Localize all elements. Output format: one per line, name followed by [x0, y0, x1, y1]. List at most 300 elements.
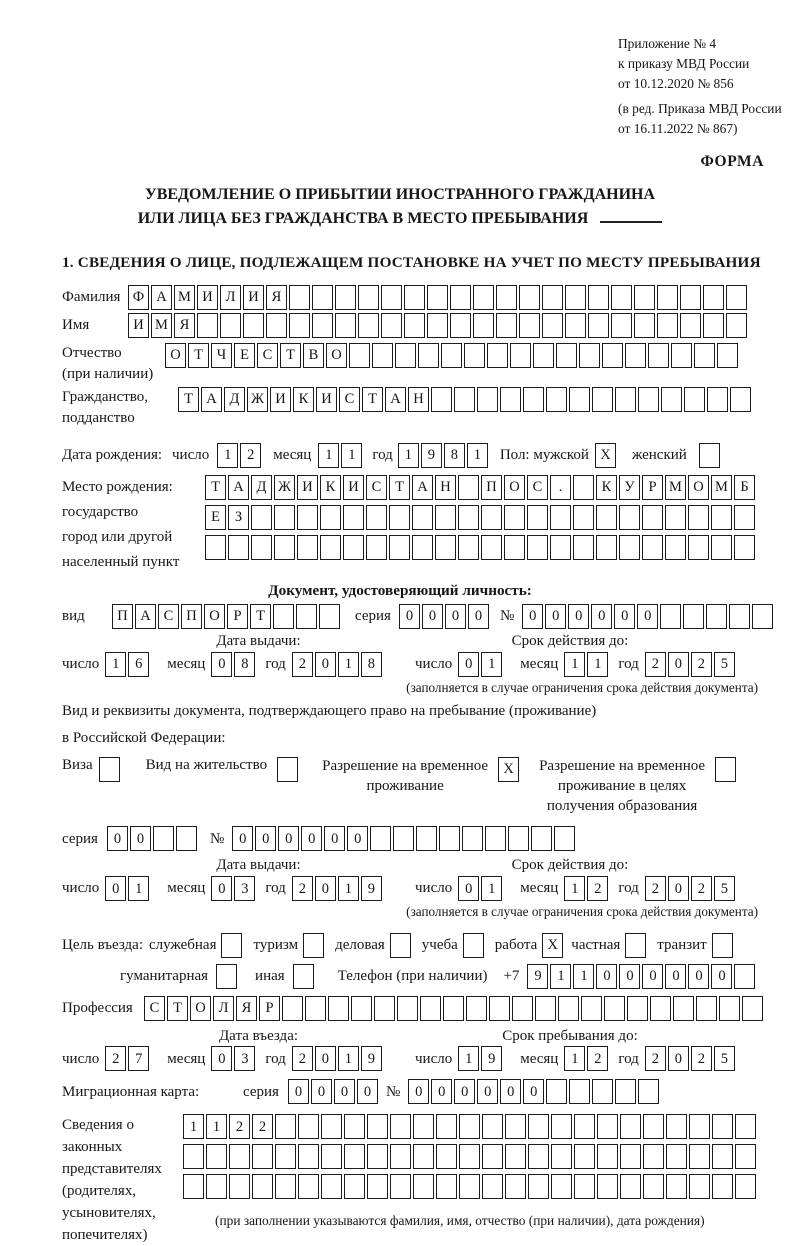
surname-cell[interactable]: М — [174, 285, 195, 310]
representatives-cell[interactable] — [275, 1144, 296, 1169]
stay-valid-year-cell[interactable]: 5 — [714, 876, 735, 901]
patronymic-cell[interactable] — [602, 343, 623, 368]
birth-place-cell[interactable] — [251, 535, 272, 560]
doc-type-cell[interactable] — [319, 604, 340, 629]
representatives-cell[interactable] — [367, 1174, 388, 1199]
birth-place-cell[interactable] — [481, 505, 502, 530]
birth-place-cell[interactable] — [389, 505, 410, 530]
entry-month-cell[interactable]: 3 — [234, 1046, 255, 1071]
phone-cell[interactable] — [734, 964, 755, 989]
patronymic-cell[interactable] — [395, 343, 416, 368]
representatives-cell[interactable] — [689, 1144, 710, 1169]
citizenship-cell[interactable]: Д — [224, 387, 245, 412]
phone-cell[interactable]: 0 — [688, 964, 709, 989]
birth-place-cell[interactable] — [711, 505, 732, 530]
patronymic-cell[interactable] — [349, 343, 370, 368]
surname-cell[interactable] — [634, 285, 655, 310]
valid-year-cell[interactable]: 5 — [714, 652, 735, 677]
birth-place-cell[interactable]: Е — [205, 505, 226, 530]
stay-valid-month-cell[interactable]: 1 — [564, 876, 585, 901]
birth-place-cell[interactable]: Д — [251, 475, 272, 500]
birth-place-cell[interactable]: П — [481, 475, 502, 500]
issue-day-cell[interactable]: 6 — [128, 652, 149, 677]
stay-number-cell[interactable] — [439, 826, 460, 851]
entry-day-cell[interactable]: 7 — [128, 1046, 149, 1071]
citizenship-cell[interactable] — [477, 387, 498, 412]
entry-month-cell[interactable]: 0 — [211, 1046, 232, 1071]
purpose-transit-cell[interactable] — [712, 933, 733, 958]
profession-cell[interactable]: Я — [236, 996, 257, 1021]
citizenship-cell[interactable]: А — [385, 387, 406, 412]
citizenship-cell[interactable] — [661, 387, 682, 412]
birth-place-cell[interactable] — [389, 535, 410, 560]
birth-place-cell[interactable] — [435, 535, 456, 560]
stay-issue-year-cell[interactable]: 2 — [292, 876, 313, 901]
surname-cell[interactable] — [312, 285, 333, 310]
patronymic-cell[interactable] — [464, 343, 485, 368]
issue-year-cell[interactable]: 2 — [292, 652, 313, 677]
patronymic-cell[interactable] — [372, 343, 393, 368]
stay-number-cell[interactable]: 0 — [232, 826, 253, 851]
representatives-cell[interactable] — [712, 1114, 733, 1139]
patronymic-cell[interactable]: В — [303, 343, 324, 368]
birth-place-cell[interactable]: Т — [205, 475, 226, 500]
stay-issue-year-cell[interactable]: 1 — [338, 876, 359, 901]
citizenship-cell[interactable] — [730, 387, 751, 412]
given-name-cell[interactable] — [404, 313, 425, 338]
representatives-cell[interactable] — [551, 1114, 572, 1139]
citizenship-cell[interactable] — [615, 387, 636, 412]
profession-cell[interactable] — [420, 996, 441, 1021]
temp-permit-cell[interactable]: X — [498, 757, 519, 782]
stay-number-cell[interactable]: 0 — [255, 826, 276, 851]
birth-place-cell[interactable]: М — [711, 475, 732, 500]
birth-day-cell[interactable]: 2 — [240, 443, 261, 468]
birth-place-cell[interactable] — [642, 505, 663, 530]
given-name-cell[interactable] — [496, 313, 517, 338]
purpose-other-cell[interactable] — [293, 964, 314, 989]
birth-place-cell[interactable]: Б — [734, 475, 755, 500]
citizenship-cell[interactable]: Ж — [247, 387, 268, 412]
birth-place-cell[interactable] — [573, 535, 594, 560]
stay-number-cell[interactable]: 0 — [278, 826, 299, 851]
birth-place-cell[interactable] — [619, 505, 640, 530]
birth-place-cell[interactable]: Т — [389, 475, 410, 500]
migration-seriya-cell[interactable]: 0 — [334, 1079, 355, 1104]
birth-day-cell[interactable]: 1 — [217, 443, 238, 468]
representatives-cell[interactable] — [735, 1174, 756, 1199]
representatives-cell[interactable] — [620, 1114, 641, 1139]
birth-place-cell[interactable] — [527, 535, 548, 560]
profession-cell[interactable] — [282, 996, 303, 1021]
profession-cell[interactable] — [374, 996, 395, 1021]
birth-year-cell[interactable]: 1 — [398, 443, 419, 468]
birth-place-cell[interactable] — [320, 505, 341, 530]
surname-cell[interactable]: Я — [266, 285, 287, 310]
migration-number-cell[interactable]: 0 — [500, 1079, 521, 1104]
representatives-cell[interactable] — [574, 1144, 595, 1169]
given-name-cell[interactable] — [519, 313, 540, 338]
stay-issue-year-cell[interactable]: 9 — [361, 876, 382, 901]
birth-place-cell[interactable] — [274, 535, 295, 560]
birth-place-cell[interactable] — [297, 535, 318, 560]
citizenship-cell[interactable] — [431, 387, 452, 412]
citizenship-cell[interactable]: Т — [178, 387, 199, 412]
surname-cell[interactable]: Л — [220, 285, 241, 310]
birth-place-cell[interactable]: У — [619, 475, 640, 500]
phone-cell[interactable]: 0 — [596, 964, 617, 989]
doc-seriya-cell[interactable]: 0 — [445, 604, 466, 629]
entry-year-cell[interactable]: 0 — [315, 1046, 336, 1071]
birth-year-cell[interactable]: 8 — [444, 443, 465, 468]
representatives-cell[interactable] — [689, 1174, 710, 1199]
birth-place-cell[interactable] — [711, 535, 732, 560]
birth-place-cell[interactable]: С — [366, 475, 387, 500]
birth-place-cell[interactable]: З — [228, 505, 249, 530]
migration-number-cell[interactable] — [638, 1079, 659, 1104]
profession-cell[interactable] — [742, 996, 763, 1021]
stay-number-cell[interactable] — [531, 826, 552, 851]
representatives-cell[interactable] — [229, 1144, 250, 1169]
given-name-cell[interactable] — [197, 313, 218, 338]
valid-month-cell[interactable]: 1 — [587, 652, 608, 677]
representatives-cell[interactable]: 2 — [229, 1114, 250, 1139]
representatives-cell[interactable] — [413, 1114, 434, 1139]
citizenship-cell[interactable] — [569, 387, 590, 412]
profession-cell[interactable]: Р — [259, 996, 280, 1021]
birth-place-cell[interactable] — [573, 505, 594, 530]
birth-place-cell[interactable] — [458, 505, 479, 530]
doc-type-cell[interactable] — [273, 604, 294, 629]
profession-cell[interactable]: Л — [213, 996, 234, 1021]
patronymic-cell[interactable]: О — [326, 343, 347, 368]
profession-cell[interactable]: О — [190, 996, 211, 1021]
citizenship-cell[interactable]: К — [293, 387, 314, 412]
migration-number-cell[interactable]: 0 — [408, 1079, 429, 1104]
doc-number-cell[interactable]: 0 — [614, 604, 635, 629]
phone-cell[interactable]: 0 — [642, 964, 663, 989]
birth-place-cell[interactable] — [573, 475, 594, 500]
until-month-cell[interactable]: 2 — [587, 1046, 608, 1071]
until-year-cell[interactable]: 2 — [645, 1046, 666, 1071]
doc-number-cell[interactable] — [729, 604, 750, 629]
birth-place-cell[interactable] — [734, 505, 755, 530]
representatives-cell[interactable] — [206, 1144, 227, 1169]
surname-cell[interactable]: И — [197, 285, 218, 310]
given-name-cell[interactable] — [703, 313, 724, 338]
patronymic-cell[interactable] — [441, 343, 462, 368]
until-year-cell[interactable]: 5 — [714, 1046, 735, 1071]
representatives-cell[interactable] — [505, 1174, 526, 1199]
representatives-cell[interactable] — [436, 1144, 457, 1169]
stay-issue-year-cell[interactable]: 0 — [315, 876, 336, 901]
purpose-commercial-cell[interactable] — [390, 933, 411, 958]
entry-year-cell[interactable]: 9 — [361, 1046, 382, 1071]
given-name-cell[interactable] — [588, 313, 609, 338]
representatives-cell[interactable] — [344, 1144, 365, 1169]
representatives-cell[interactable] — [712, 1144, 733, 1169]
stay-number-cell[interactable] — [393, 826, 414, 851]
representatives-cell[interactable] — [735, 1114, 756, 1139]
stay-number-cell[interactable]: 0 — [347, 826, 368, 851]
surname-cell[interactable] — [358, 285, 379, 310]
given-name-cell[interactable] — [565, 313, 586, 338]
migration-number-cell[interactable] — [569, 1079, 590, 1104]
birth-place-cell[interactable] — [688, 505, 709, 530]
representatives-cell[interactable] — [712, 1174, 733, 1199]
birth-place-cell[interactable]: К — [320, 475, 341, 500]
birth-month-cell[interactable]: 1 — [341, 443, 362, 468]
stay-number-cell[interactable] — [554, 826, 575, 851]
doc-number-cell[interactable]: 0 — [568, 604, 589, 629]
doc-type-cell[interactable]: А — [135, 604, 156, 629]
residence-permit-cell[interactable] — [277, 757, 298, 782]
representatives-cell[interactable] — [482, 1144, 503, 1169]
birth-place-cell[interactable] — [481, 535, 502, 560]
birth-place-cell[interactable] — [688, 535, 709, 560]
representatives-cell[interactable] — [505, 1114, 526, 1139]
birth-place-cell[interactable] — [320, 535, 341, 560]
stay-valid-day-cell[interactable]: 1 — [481, 876, 502, 901]
patronymic-cell[interactable] — [510, 343, 531, 368]
representatives-cell[interactable] — [275, 1114, 296, 1139]
doc-type-cell[interactable]: О — [204, 604, 225, 629]
birth-place-cell[interactable] — [665, 505, 686, 530]
citizenship-cell[interactable]: И — [316, 387, 337, 412]
profession-cell[interactable] — [604, 996, 625, 1021]
stay-issue-month-cell[interactable]: 3 — [234, 876, 255, 901]
until-year-cell[interactable]: 2 — [691, 1046, 712, 1071]
representatives-cell[interactable] — [298, 1144, 319, 1169]
surname-cell[interactable] — [542, 285, 563, 310]
profession-cell[interactable] — [719, 996, 740, 1021]
birth-place-cell[interactable] — [458, 475, 479, 500]
given-name-cell[interactable] — [634, 313, 655, 338]
citizenship-cell[interactable] — [684, 387, 705, 412]
citizenship-cell[interactable] — [523, 387, 544, 412]
given-name-cell[interactable] — [289, 313, 310, 338]
surname-cell[interactable]: И — [243, 285, 264, 310]
representatives-cell[interactable] — [459, 1144, 480, 1169]
valid-year-cell[interactable]: 0 — [668, 652, 689, 677]
representatives-cell[interactable] — [482, 1114, 503, 1139]
birth-place-cell[interactable]: Р — [642, 475, 663, 500]
surname-cell[interactable] — [450, 285, 471, 310]
patronymic-cell[interactable] — [717, 343, 738, 368]
stay-seriya-cell[interactable] — [153, 826, 174, 851]
stay-number-cell[interactable] — [370, 826, 391, 851]
representatives-cell[interactable] — [620, 1144, 641, 1169]
birth-year-cell[interactable]: 1 — [467, 443, 488, 468]
representatives-cell[interactable] — [183, 1174, 204, 1199]
birth-place-cell[interactable]: И — [297, 475, 318, 500]
issue-year-cell[interactable]: 1 — [338, 652, 359, 677]
birth-place-cell[interactable] — [642, 535, 663, 560]
entry-year-cell[interactable]: 1 — [338, 1046, 359, 1071]
representatives-cell[interactable] — [321, 1114, 342, 1139]
given-name-cell[interactable] — [657, 313, 678, 338]
birth-place-cell[interactable] — [343, 535, 364, 560]
doc-number-cell[interactable]: 0 — [522, 604, 543, 629]
birth-place-cell[interactable] — [734, 535, 755, 560]
birth-place-cell[interactable]: А — [412, 475, 433, 500]
patronymic-cell[interactable]: С — [257, 343, 278, 368]
doc-number-cell[interactable] — [752, 604, 773, 629]
issue-year-cell[interactable]: 8 — [361, 652, 382, 677]
profession-cell[interactable] — [650, 996, 671, 1021]
phone-cell[interactable]: 9 — [527, 964, 548, 989]
representatives-cell[interactable] — [574, 1174, 595, 1199]
migration-number-cell[interactable] — [592, 1079, 613, 1104]
citizenship-cell[interactable] — [592, 387, 613, 412]
representatives-cell[interactable]: 2 — [252, 1114, 273, 1139]
sex-female-cell[interactable] — [699, 443, 720, 468]
doc-type-cell[interactable]: Т — [250, 604, 271, 629]
purpose-business-cell[interactable] — [221, 933, 242, 958]
migration-seriya-cell[interactable]: 0 — [311, 1079, 332, 1104]
purpose-study-cell[interactable] — [463, 933, 484, 958]
given-name-cell[interactable] — [358, 313, 379, 338]
birth-place-cell[interactable] — [366, 505, 387, 530]
representatives-cell[interactable] — [436, 1174, 457, 1199]
representatives-cell[interactable] — [275, 1174, 296, 1199]
birth-place-cell[interactable]: К — [596, 475, 617, 500]
representatives-cell[interactable] — [597, 1144, 618, 1169]
phone-cell[interactable]: 0 — [619, 964, 640, 989]
profession-cell[interactable] — [466, 996, 487, 1021]
surname-cell[interactable] — [611, 285, 632, 310]
doc-number-cell[interactable]: 0 — [545, 604, 566, 629]
birth-place-cell[interactable] — [665, 535, 686, 560]
given-name-cell[interactable]: Я — [174, 313, 195, 338]
given-name-cell[interactable]: И — [128, 313, 149, 338]
birth-place-cell[interactable] — [504, 535, 525, 560]
doc-type-cell[interactable]: П — [181, 604, 202, 629]
doc-type-cell[interactable]: Р — [227, 604, 248, 629]
representatives-cell[interactable] — [206, 1174, 227, 1199]
patronymic-cell[interactable]: Т — [188, 343, 209, 368]
stay-valid-year-cell[interactable]: 2 — [691, 876, 712, 901]
patronymic-cell[interactable] — [418, 343, 439, 368]
representatives-cell[interactable] — [666, 1174, 687, 1199]
stay-number-cell[interactable]: 0 — [301, 826, 322, 851]
stay-issue-month-cell[interactable]: 0 — [211, 876, 232, 901]
birth-place-cell[interactable] — [297, 505, 318, 530]
representatives-cell[interactable] — [528, 1174, 549, 1199]
representatives-cell[interactable] — [367, 1114, 388, 1139]
surname-cell[interactable] — [335, 285, 356, 310]
entry-day-cell[interactable]: 2 — [105, 1046, 126, 1071]
patronymic-cell[interactable]: Е — [234, 343, 255, 368]
stay-number-cell[interactable]: 0 — [324, 826, 345, 851]
issue-year-cell[interactable]: 0 — [315, 652, 336, 677]
migration-number-cell[interactable]: 0 — [431, 1079, 452, 1104]
citizenship-cell[interactable] — [454, 387, 475, 412]
birth-place-cell[interactable] — [228, 535, 249, 560]
stay-number-cell[interactable] — [485, 826, 506, 851]
surname-cell[interactable] — [496, 285, 517, 310]
birth-place-cell[interactable] — [596, 505, 617, 530]
phone-cell[interactable]: 0 — [665, 964, 686, 989]
birth-place-cell[interactable]: О — [688, 475, 709, 500]
stay-number-cell[interactable] — [462, 826, 483, 851]
phone-cell[interactable]: 0 — [711, 964, 732, 989]
representatives-cell[interactable] — [321, 1144, 342, 1169]
surname-cell[interactable] — [381, 285, 402, 310]
stay-number-cell[interactable] — [416, 826, 437, 851]
birth-place-cell[interactable] — [251, 505, 272, 530]
given-name-cell[interactable] — [335, 313, 356, 338]
profession-cell[interactable] — [443, 996, 464, 1021]
surname-cell[interactable] — [289, 285, 310, 310]
given-name-cell[interactable] — [450, 313, 471, 338]
valid-day-cell[interactable]: 1 — [481, 652, 502, 677]
purpose-humanitarian-cell[interactable] — [216, 964, 237, 989]
birth-place-cell[interactable]: А — [228, 475, 249, 500]
birth-place-cell[interactable] — [366, 535, 387, 560]
migration-number-cell[interactable] — [615, 1079, 636, 1104]
given-name-cell[interactable] — [473, 313, 494, 338]
purpose-work-cell[interactable]: X — [542, 933, 563, 958]
doc-type-cell[interactable]: П — [112, 604, 133, 629]
representatives-cell[interactable] — [229, 1174, 250, 1199]
birth-place-cell[interactable] — [550, 535, 571, 560]
stay-seriya-cell[interactable]: 0 — [107, 826, 128, 851]
representatives-cell[interactable] — [390, 1174, 411, 1199]
surname-cell[interactable] — [703, 285, 724, 310]
citizenship-cell[interactable]: С — [339, 387, 360, 412]
surname-cell[interactable] — [473, 285, 494, 310]
representatives-cell[interactable] — [620, 1174, 641, 1199]
birth-place-cell[interactable] — [435, 505, 456, 530]
issue-day-cell[interactable]: 1 — [105, 652, 126, 677]
given-name-cell[interactable] — [611, 313, 632, 338]
patronymic-cell[interactable] — [556, 343, 577, 368]
birth-place-cell[interactable]: Н — [435, 475, 456, 500]
stay-valid-day-cell[interactable]: 0 — [458, 876, 479, 901]
migration-number-cell[interactable]: 0 — [454, 1079, 475, 1104]
profession-cell[interactable] — [351, 996, 372, 1021]
patronymic-cell[interactable]: Т — [280, 343, 301, 368]
representatives-cell[interactable] — [321, 1174, 342, 1199]
birth-place-cell[interactable] — [504, 505, 525, 530]
birth-place-cell[interactable] — [343, 505, 364, 530]
valid-year-cell[interactable]: 2 — [691, 652, 712, 677]
representatives-cell[interactable] — [574, 1114, 595, 1139]
citizenship-cell[interactable]: А — [201, 387, 222, 412]
phone-cell[interactable]: 1 — [573, 964, 594, 989]
given-name-cell[interactable] — [312, 313, 333, 338]
representatives-cell[interactable] — [390, 1114, 411, 1139]
representatives-cell[interactable] — [505, 1144, 526, 1169]
representatives-cell[interactable] — [643, 1144, 664, 1169]
surname-cell[interactable] — [588, 285, 609, 310]
birth-place-cell[interactable] — [527, 505, 548, 530]
representatives-cell[interactable] — [367, 1144, 388, 1169]
birth-place-cell[interactable]: . — [550, 475, 571, 500]
representatives-cell[interactable] — [436, 1114, 457, 1139]
profession-cell[interactable] — [627, 996, 648, 1021]
representatives-cell[interactable] — [252, 1144, 273, 1169]
birth-place-cell[interactable]: Ж — [274, 475, 295, 500]
profession-cell[interactable]: Т — [167, 996, 188, 1021]
valid-year-cell[interactable]: 2 — [645, 652, 666, 677]
citizenship-cell[interactable]: Т — [362, 387, 383, 412]
birth-place-cell[interactable] — [619, 535, 640, 560]
surname-cell[interactable]: А — [151, 285, 172, 310]
until-year-cell[interactable]: 0 — [668, 1046, 689, 1071]
edu-permit-cell[interactable] — [715, 757, 736, 782]
